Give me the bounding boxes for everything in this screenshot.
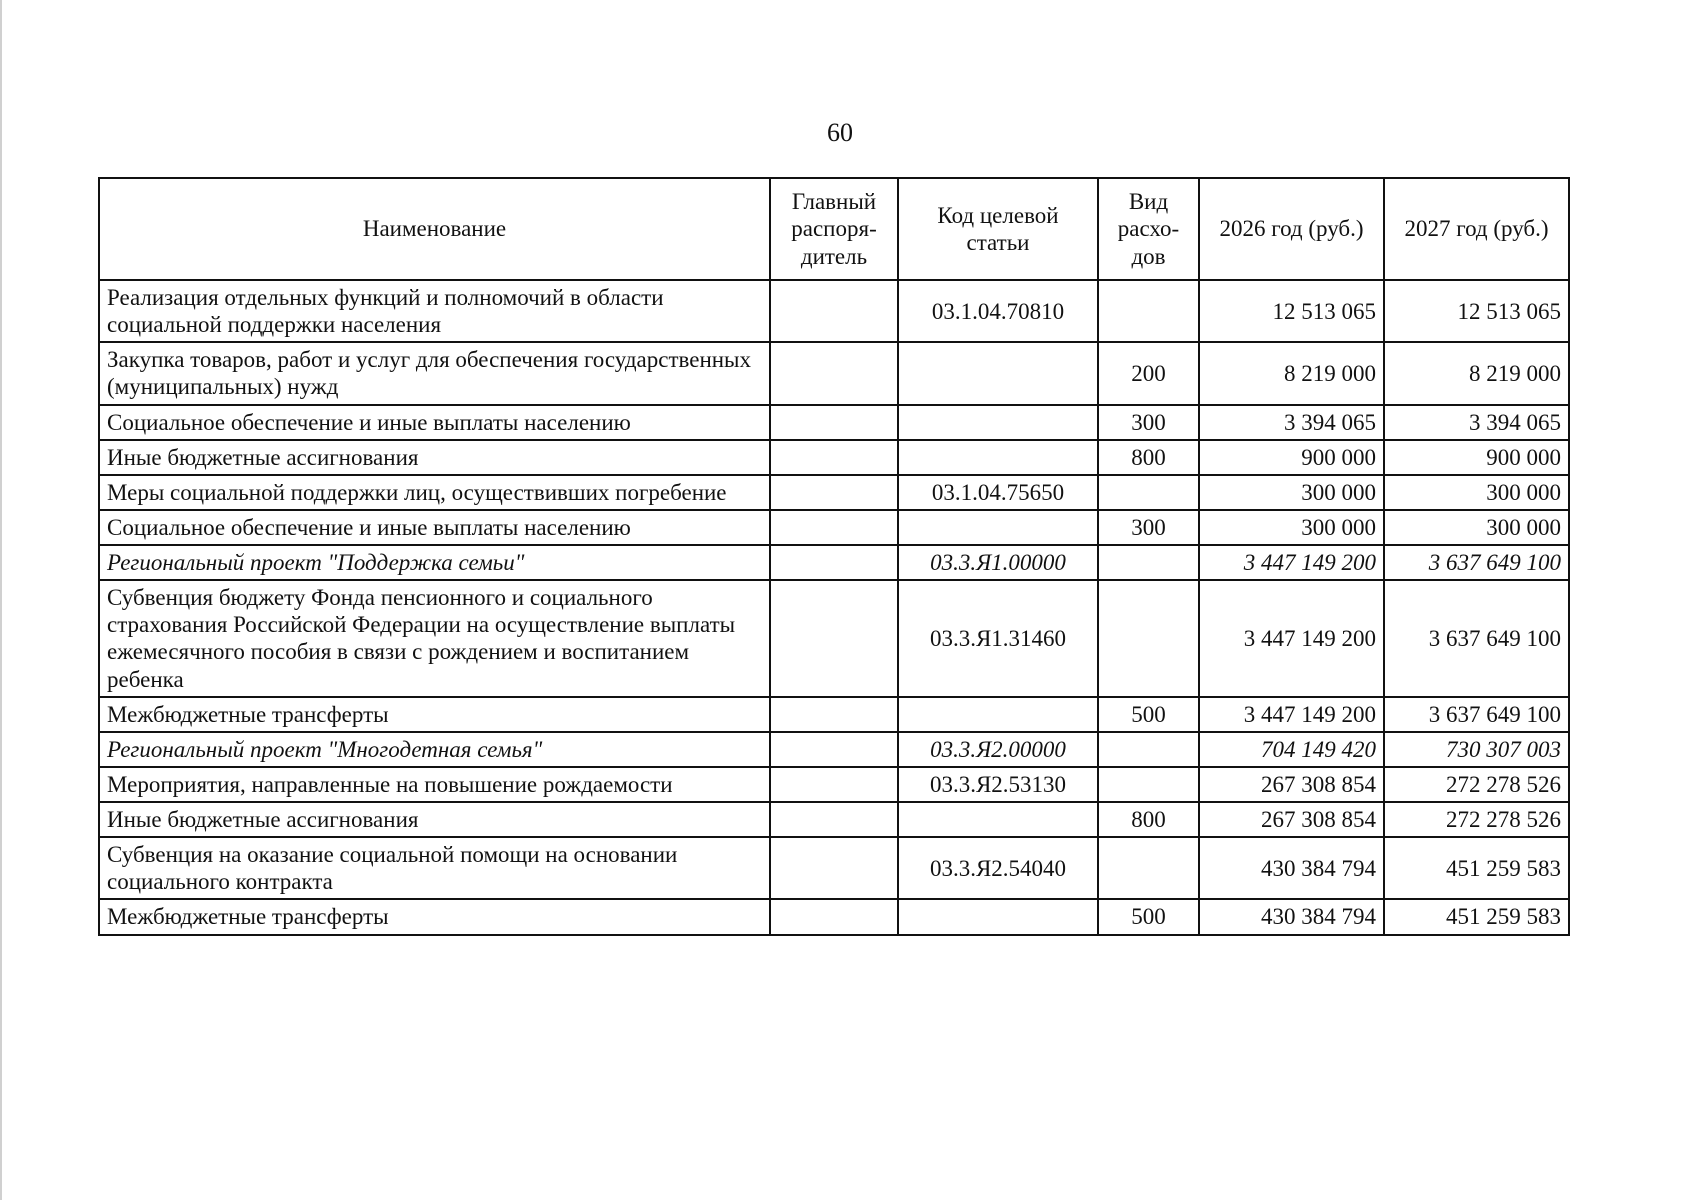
cell-manager (770, 580, 898, 697)
table-row (99, 475, 1569, 510)
table-row (99, 899, 1569, 934)
cell-2026: 3 447 149 200 (1199, 697, 1384, 732)
cell-2026: 8 219 000 (1199, 342, 1384, 404)
cell-name: Иные бюджетные ассигнования (99, 802, 770, 837)
cell-name: Межбюджетные трансферты (99, 899, 770, 934)
cell-kind: 300 (1098, 405, 1199, 440)
cell-2026: 12 513 065 (1199, 280, 1384, 342)
cell-2026: 3 447 149 200 (1199, 545, 1384, 580)
cell-2027: 3 394 065 (1384, 405, 1569, 440)
table-row (99, 510, 1569, 545)
cell-2026: 3 394 065 (1199, 405, 1384, 440)
cell-manager (770, 899, 898, 934)
cell-code (898, 440, 1098, 475)
cell-kind (1098, 767, 1199, 802)
cell-code (898, 899, 1098, 934)
cell-name: Социальное обеспечение и иные выплаты населению (99, 510, 770, 545)
cell-manager (770, 440, 898, 475)
budget-table (98, 177, 1570, 936)
cell-2027: 8 219 000 (1384, 342, 1569, 404)
cell-kind: 800 (1098, 802, 1199, 837)
table-row (99, 342, 1569, 404)
cell-name: Мероприятия, направленные на повышение рождаемости (99, 767, 770, 802)
header-kind: Вид расхо-дов (1098, 178, 1199, 280)
cell-2027: 900 000 (1384, 440, 1569, 475)
cell-2027: 3 637 649 100 (1384, 697, 1569, 732)
cell-kind (1098, 580, 1199, 697)
cell-name: Социальное обеспечение и иные выплаты населению (99, 405, 770, 440)
header-name: Наименование (99, 178, 770, 280)
cell-code: 03.3.Я2.53130 (898, 767, 1098, 802)
table-header (99, 178, 1569, 280)
header-row (99, 178, 1569, 280)
cell-code (898, 697, 1098, 732)
cell-manager (770, 802, 898, 837)
cell-kind: 200 (1098, 342, 1199, 404)
cell-2027: 272 278 526 (1384, 802, 1569, 837)
cell-2027: 451 259 583 (1384, 837, 1569, 899)
cell-manager (770, 837, 898, 899)
table-row (99, 697, 1569, 732)
cell-2026: 430 384 794 (1199, 899, 1384, 934)
cell-manager (770, 342, 898, 404)
cell-code: 03.1.04.70810 (898, 280, 1098, 342)
table-row (99, 802, 1569, 837)
cell-code (898, 405, 1098, 440)
cell-2027: 272 278 526 (1384, 767, 1569, 802)
cell-manager (770, 475, 898, 510)
cell-2026: 704 149 420 (1199, 732, 1384, 767)
page-edge (0, 0, 2, 1200)
cell-2027: 3 637 649 100 (1384, 580, 1569, 697)
cell-manager (770, 405, 898, 440)
cell-code (898, 510, 1098, 545)
cell-2026: 267 308 854 (1199, 767, 1384, 802)
table-row (99, 440, 1569, 475)
cell-2026: 300 000 (1199, 510, 1384, 545)
cell-code: 03.3.Я2.54040 (898, 837, 1098, 899)
cell-kind: 500 (1098, 899, 1199, 934)
header-manager: Главный распоря-дитель (770, 178, 898, 280)
table-row (99, 767, 1569, 802)
header-2027: 2027 год (руб.) (1384, 178, 1569, 280)
cell-manager (770, 767, 898, 802)
cell-code (898, 342, 1098, 404)
cell-kind (1098, 545, 1199, 580)
cell-kind: 800 (1098, 440, 1199, 475)
cell-2027: 3 637 649 100 (1384, 545, 1569, 580)
cell-kind (1098, 475, 1199, 510)
cell-2027: 300 000 (1384, 475, 1569, 510)
table-row (99, 280, 1569, 342)
cell-name: Региональный проект "Поддержка семьи" (99, 545, 770, 580)
cell-manager (770, 545, 898, 580)
cell-code (898, 802, 1098, 837)
cell-manager (770, 510, 898, 545)
cell-name: Межбюджетные трансферты (99, 697, 770, 732)
cell-code: 03.1.04.75650 (898, 475, 1098, 510)
cell-2027: 730 307 003 (1384, 732, 1569, 767)
cell-2027: 12 513 065 (1384, 280, 1569, 342)
cell-name: Иные бюджетные ассигнования (99, 440, 770, 475)
cell-code: 03.3.Я1.00000 (898, 545, 1098, 580)
cell-2026: 300 000 (1199, 475, 1384, 510)
cell-kind: 500 (1098, 697, 1199, 732)
cell-2026: 900 000 (1199, 440, 1384, 475)
cell-manager (770, 697, 898, 732)
cell-manager (770, 280, 898, 342)
cell-name: Реализация отдельных функций и полномочий в области социальной поддержки населения (99, 280, 770, 342)
cell-manager (770, 732, 898, 767)
cell-kind (1098, 732, 1199, 767)
cell-2026: 267 308 854 (1199, 802, 1384, 837)
cell-kind: 300 (1098, 510, 1199, 545)
cell-kind (1098, 837, 1199, 899)
header-2026: 2026 год (руб.) (1199, 178, 1384, 280)
table-row (99, 732, 1569, 767)
table-row (99, 837, 1569, 899)
table-row (99, 545, 1569, 580)
table-row (99, 405, 1569, 440)
cell-2026: 3 447 149 200 (1199, 580, 1384, 697)
page-number: 60 (827, 118, 853, 147)
cell-code: 03.3.Я2.00000 (898, 732, 1098, 767)
table-body (99, 280, 1569, 935)
cell-name: Меры социальной поддержки лиц, осуществивших погребение (99, 475, 770, 510)
cell-kind (1098, 280, 1199, 342)
cell-name: Субвенция бюджету Фонда пенсионного и социального страхования Российской Федерации на осуществление выплаты ежемесячного пособия в связи с рождением и воспитанием ребенка (99, 580, 770, 697)
cell-name: Субвенция на оказание социальной помощи на основании социального контракта (99, 837, 770, 899)
cell-2027: 451 259 583 (1384, 899, 1569, 934)
cell-name: Закупка товаров, работ и услуг для обеспечения государственных (муниципальных) нужд (99, 342, 770, 404)
table-row (99, 580, 1569, 697)
cell-2027: 300 000 (1384, 510, 1569, 545)
cell-code: 03.3.Я1.31460 (898, 580, 1098, 697)
header-code: Код целевой статьи (898, 178, 1098, 280)
cell-name: Региональный проект "Многодетная семья" (99, 732, 770, 767)
cell-2026: 430 384 794 (1199, 837, 1384, 899)
